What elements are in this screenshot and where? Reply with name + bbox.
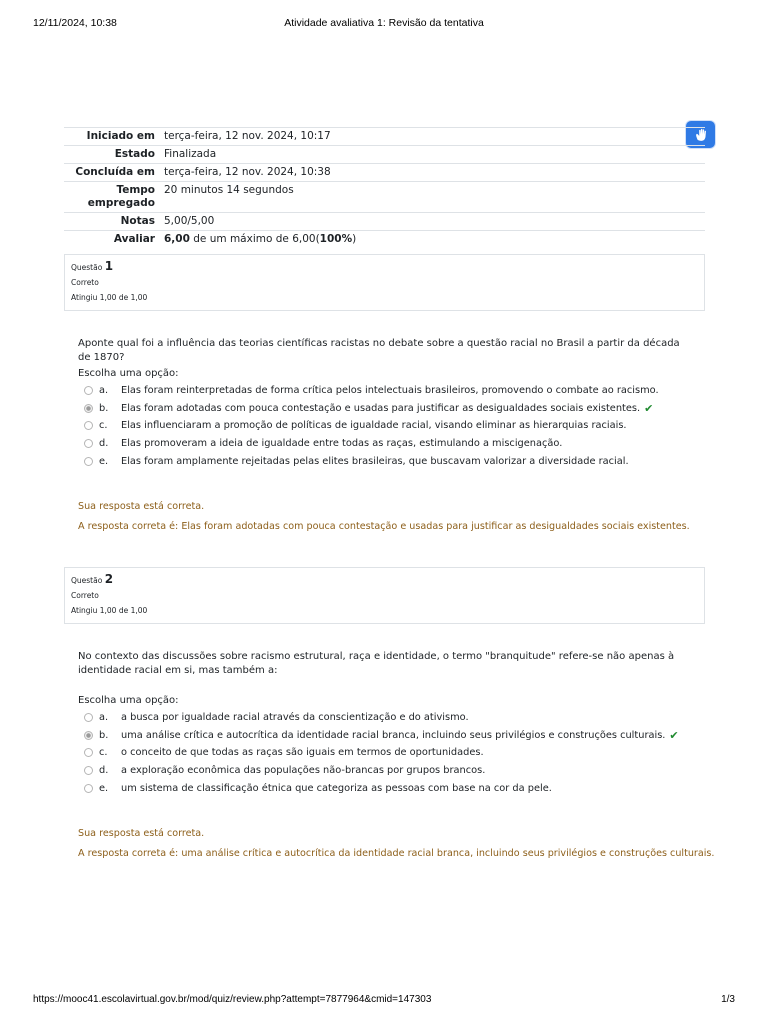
radio-button[interactable] — [84, 784, 93, 793]
choose-option-label: Escolha uma opção: — [78, 695, 179, 706]
question-number: 2 — [104, 572, 114, 586]
option-text: Elas foram reinterpretadas de forma crítica pelos intelectuais brasileiros, promovendo o combate ao racismo. — [121, 385, 659, 397]
print-header — [33, 17, 735, 31]
feedback-correct: Sua resposta está correta. — [78, 828, 205, 839]
summary-value: Finalizada — [164, 148, 217, 160]
summary-label: Iniciado em — [86, 130, 155, 142]
option-text: Elas promoveram a ideia de igualdade entre todas as raças, estimulando a miscigenação. — [121, 438, 563, 450]
option-letter: c. — [99, 420, 108, 432]
option-text: a exploração econômica das populações não-brancas por grupos brancos. — [121, 765, 486, 777]
radio-button[interactable] — [84, 386, 93, 395]
summary-value: 20 minutos 14 segundos — [164, 184, 294, 196]
summary-label: Concluída em — [75, 166, 155, 178]
answer-option-d[interactable] — [84, 762, 704, 780]
grade-mid: de um máximo de 6,00( — [189, 233, 320, 245]
print-page-number: 1/3 — [721, 994, 735, 1005]
option-letter: d. — [99, 438, 109, 450]
answer-option-e[interactable] — [84, 452, 704, 470]
answer-option-c[interactable] — [84, 744, 704, 762]
print-page-title: Atividade avaliativa 1: Revisão da tentativa — [284, 17, 484, 29]
summary-value: terça-feira, 12 nov. 2024, 10:17 — [164, 130, 331, 142]
feedback-block — [78, 500, 718, 534]
option-letter: c. — [99, 747, 108, 759]
option-text: um sistema de classificação étnica que categoriza as pessoas com base na cor da pele. — [121, 782, 552, 794]
answer-option-b[interactable] — [84, 400, 704, 418]
option-letter: a. — [99, 712, 109, 724]
option-letter: a. — [99, 385, 109, 397]
question-text: No contexto das discussões sobre racismo estrutural, raça e identidade, o termo "branquitude" refere-se não apenas à identidade racial em si, mas também a: — [78, 651, 675, 676]
summary-label-line: empregado — [87, 197, 155, 209]
summary-label: Estado — [114, 148, 155, 160]
print-url: https://mooc41.escolavirtual.gov.br/mod/quiz/review.php?attempt=7877964&cmid=147303 — [33, 994, 432, 1005]
question-number: 1 — [104, 259, 114, 273]
summary-value: terça-feira, 12 nov. 2024, 10:38 — [164, 166, 331, 178]
option-letter: d. — [99, 765, 109, 777]
option-text: o conceito de que todas as raças são iguais em termos de oportunidades. — [121, 747, 484, 759]
attempt-summary-table — [64, 127, 705, 248]
summary-label: Avaliar — [113, 233, 155, 245]
answer-option-e[interactable] — [84, 779, 704, 797]
summary-row-marks — [64, 212, 705, 230]
option-text: Elas foram amplamente rejeitadas pelas elites brasileiras, que buscavam valorizar a diversidade racial. — [121, 455, 629, 467]
radio-button-selected[interactable] — [84, 404, 93, 413]
question-status: Correto — [71, 591, 99, 600]
radio-button[interactable] — [84, 421, 93, 430]
option-text: uma análise crítica e autocrítica da identidade racial branca, incluindo seus privilégios e construções culturais. — [121, 729, 666, 741]
summary-row-completed — [64, 163, 705, 181]
right-answer: A resposta correta é: uma análise crítica e autocrítica da identidade racial branca, incluindo seus privilégios e construções culturais. — [78, 848, 715, 859]
option-letter: e. — [99, 455, 109, 467]
summary-row-started — [64, 127, 705, 145]
radio-button-selected[interactable] — [84, 731, 93, 740]
answer-option-c[interactable] — [84, 417, 704, 435]
summary-value: 5,00/5,00 — [164, 215, 215, 227]
radio-button[interactable] — [84, 457, 93, 466]
correct-check-icon: ✔ — [669, 728, 679, 742]
radio-button[interactable] — [84, 766, 93, 775]
question-info-box — [64, 567, 705, 624]
feedback-correct: Sua resposta está correta. — [78, 501, 205, 512]
summary-label-line: Tempo — [116, 184, 155, 196]
summary-row-grade — [64, 230, 705, 248]
answer-option-a[interactable] — [84, 382, 704, 400]
right-answer: A resposta correta é: Elas foram adotadas com pouca contestação e usadas para justificar as desigualdades sociais existentes. — [78, 521, 690, 532]
question-mark: Atingiu 1,00 de 1,00 — [71, 606, 148, 615]
grade-score: 6,00 — [164, 233, 190, 245]
radio-button[interactable] — [84, 748, 93, 757]
print-footer — [33, 994, 735, 1008]
answer-option-b[interactable] — [84, 727, 704, 745]
summary-label: Notas — [120, 215, 155, 227]
choose-option-label: Escolha uma opção: — [78, 368, 179, 379]
option-text: a busca por igualdade racial através da conscientização e do ativismo. — [121, 712, 469, 724]
answer-options — [84, 382, 704, 470]
grade-percent: 100% — [319, 233, 353, 245]
summary-value — [164, 231, 705, 248]
radio-button[interactable] — [84, 713, 93, 722]
grade-end: ) — [352, 233, 357, 245]
answer-option-a[interactable] — [84, 709, 704, 727]
question-status: Correto — [71, 278, 99, 287]
option-text: Elas influenciaram a promoção de políticas de igualdade racial, visando eliminar as hierarquias raciais. — [121, 420, 627, 432]
radio-button[interactable] — [84, 439, 93, 448]
summary-row-state — [64, 145, 705, 163]
feedback-block — [78, 827, 718, 861]
summary-label — [64, 182, 164, 212]
option-letter: b. — [99, 402, 109, 414]
question-label: Questão — [71, 576, 103, 585]
question-info-box — [64, 254, 705, 311]
question-mark: Atingiu 1,00 de 1,00 — [71, 293, 148, 302]
answer-option-d[interactable] — [84, 435, 704, 453]
question-label: Questão — [71, 263, 103, 272]
option-text: Elas foram adotadas com pouca contestação e usadas para justificar as desigualdades sociais existentes. — [121, 402, 641, 414]
correct-check-icon: ✔ — [644, 401, 654, 415]
print-datetime: 12/11/2024, 10:38 — [33, 17, 117, 29]
question-text: Aponte qual foi a influência das teorias científicas racistas no debate sobre a questão racial no Brasil a partir da década de 1870? — [78, 338, 680, 363]
summary-row-time — [64, 181, 705, 212]
option-letter: e. — [99, 782, 109, 794]
option-letter: b. — [99, 729, 109, 741]
answer-options — [84, 709, 704, 797]
